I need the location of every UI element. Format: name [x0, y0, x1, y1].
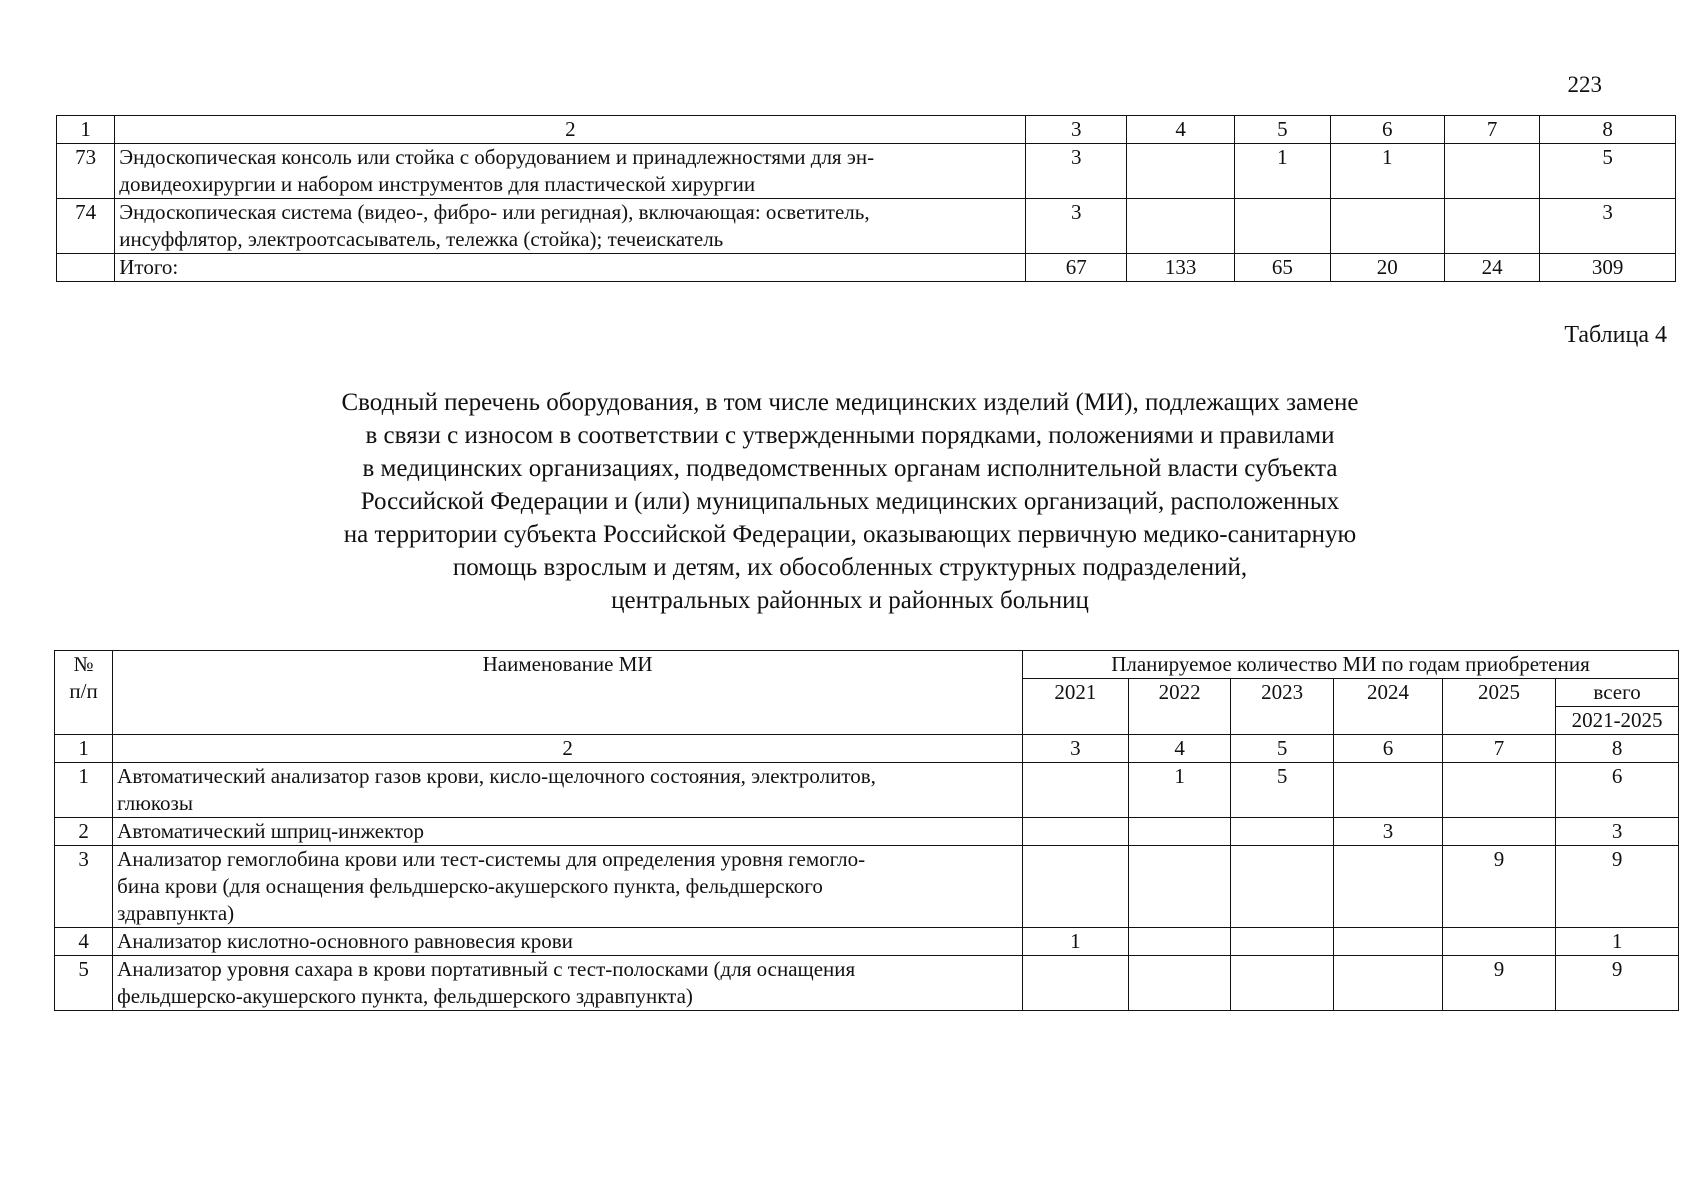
total-value-cell: 65 [1235, 254, 1330, 282]
quantity-cell [1022, 818, 1128, 846]
heading-line: Российской Федерации и (или) муниципальных медицинских организаций, расположенных [360, 488, 1340, 515]
quantity-cell: 6 [1556, 763, 1679, 818]
column-index-cell: 7 [1442, 735, 1555, 763]
total-row [57, 254, 1676, 282]
column-number-header: № п/п [55, 651, 113, 735]
column-index-cell: 1 [55, 735, 113, 763]
quantity-cell [1231, 928, 1334, 956]
column-name-header: Наименование МИ [113, 651, 1023, 735]
year-header: 2022 [1128, 679, 1231, 735]
item-name-cell: Анализатор кислотно-основного равновесия крови [113, 928, 1023, 956]
quantity-cell: 3 [1026, 199, 1127, 254]
table-heading [100, 386, 1600, 617]
heading-line: в связи с износом в соответствии с утвержденными порядками, положениями и правилами [365, 422, 1335, 449]
total-value-cell: 20 [1330, 254, 1444, 282]
item-name-cell: Автоматический анализатор газов крови, кисло-щелочного состояния, электролитов, глюкозы [113, 763, 1023, 818]
quantity-cell [1330, 199, 1444, 254]
row-number-cell: 2 [55, 818, 113, 846]
table-row [55, 928, 1679, 956]
page-number: 223 [1567, 72, 1602, 97]
column-index-cell: 8 [1540, 116, 1676, 144]
quantity-cell: 1 [1128, 763, 1231, 818]
quantity-cell [1333, 928, 1442, 956]
total-range-header: 2021-2025 [1556, 707, 1679, 735]
row-number-cell: 73 [57, 144, 115, 199]
quantity-cell: 3 [1556, 818, 1679, 846]
quantity-cell: 9 [1442, 846, 1555, 928]
table-row [57, 144, 1676, 199]
column-index-cell: 2 [115, 116, 1026, 144]
quantity-cell [1022, 956, 1128, 1011]
column-index-cell: 6 [1330, 116, 1444, 144]
item-name-cell: Анализатор уровня сахара в крови портативный с тест-полосками (для оснащения фельдшерско-акушерского пункта, фельдшерского здравпункта) [113, 956, 1023, 1011]
quantity-cell [1231, 846, 1334, 928]
item-name-cell: Эндоскопическая консоль или стойка с оборудованием и принадлежностями для эн- довидеохирургии и набором инструментов для пластической хирургии [115, 144, 1026, 199]
column-index-cell: 1 [57, 116, 115, 144]
column-group-header: Планируемое количество МИ по годам приобретения [1022, 651, 1678, 679]
table-row [55, 956, 1679, 1011]
total-value-cell: 133 [1127, 254, 1235, 282]
quantity-cell: 3 [1333, 818, 1442, 846]
quantity-cell: 1 [1022, 928, 1128, 956]
quantity-cell: 3 [1540, 199, 1676, 254]
quantity-cell [1231, 818, 1334, 846]
table-row [57, 199, 1676, 254]
quantity-cell: 3 [1026, 144, 1127, 199]
column-index-cell: 6 [1333, 735, 1442, 763]
quantity-cell [1333, 956, 1442, 1011]
column-index-cell: 2 [113, 735, 1023, 763]
heading-line: Сводный перечень оборудования, в том числе медицинских изделий (МИ), подлежащих замене [341, 389, 1359, 416]
quantity-cell: 9 [1442, 956, 1555, 1011]
quantity-cell [1442, 818, 1555, 846]
quantity-cell [1128, 818, 1231, 846]
quantity-cell [1235, 199, 1330, 254]
index-row [55, 735, 1679, 763]
total-value-cell: 24 [1444, 254, 1539, 282]
row-number-cell: 1 [55, 763, 113, 818]
column-index-cell: 3 [1022, 735, 1128, 763]
quantity-cell [1444, 144, 1539, 199]
quantity-cell [1333, 763, 1442, 818]
row-number-cell: 3 [55, 846, 113, 928]
row-number-cell: 74 [57, 199, 115, 254]
quantity-cell: 1 [1235, 144, 1330, 199]
column-index-cell: 3 [1026, 116, 1127, 144]
heading-line: помощь взрослым и детям, их обособленных структурных подразделений, [452, 554, 1248, 581]
table-row [55, 763, 1679, 818]
header-row-group [55, 651, 1679, 679]
row-number-cell: 5 [55, 956, 113, 1011]
year-header: 2023 [1231, 679, 1334, 735]
quantity-cell: 9 [1556, 956, 1679, 1011]
total-value-cell: 309 [1540, 254, 1676, 282]
heading-line: центральных районных и районных больниц [611, 587, 1089, 614]
table-header-row [57, 116, 1676, 144]
column-index-cell: 5 [1231, 735, 1334, 763]
quantity-cell [1127, 144, 1235, 199]
year-header: 2024 [1333, 679, 1442, 735]
quantity-cell: 5 [1231, 763, 1334, 818]
quantity-cell [1442, 928, 1555, 956]
quantity-cell [1128, 928, 1231, 956]
quantity-cell [1444, 199, 1539, 254]
table-row [55, 818, 1679, 846]
item-name-cell: Анализатор гемоглобина крови или тест-системы для определения уровня гемогло- бина крови (для оснащения фельдшерско-акушерского пункта, фельдшерского здравпункта) [113, 846, 1023, 928]
item-name-cell: Эндоскопическая система (видео-, фибро- или регидная), включающая: осветитель, инсуффлятор, электроотсасыватель, тележка (стойка); течеискатель [115, 199, 1026, 254]
column-index-cell: 8 [1556, 735, 1679, 763]
equipment-summary-table [54, 650, 1679, 1011]
row-number-cell: 4 [55, 928, 113, 956]
quantity-cell [1333, 846, 1442, 928]
year-header: 2025 [1442, 679, 1555, 735]
quantity-cell: 1 [1556, 928, 1679, 956]
quantity-cell: 9 [1556, 846, 1679, 928]
total-label-cell: Итого: [115, 254, 1026, 282]
total-value-cell: 67 [1026, 254, 1127, 282]
quantity-cell: 1 [1330, 144, 1444, 199]
table-row [55, 846, 1679, 928]
quantity-cell [1022, 763, 1128, 818]
table-label: Таблица 4 [1564, 322, 1667, 348]
year-header: 2021 [1022, 679, 1128, 735]
column-index-cell: 4 [1128, 735, 1231, 763]
quantity-cell [1022, 846, 1128, 928]
equipment-table-continued [56, 115, 1676, 282]
heading-line: в медицинских организациях, подведомственных органам исполнительной власти субъекта [362, 455, 1338, 482]
quantity-cell [1128, 956, 1231, 1011]
quantity-cell: 5 [1540, 144, 1676, 199]
heading-line: на территории субъекта Российской Федерации, оказывающих первичную медико-санитарную [343, 521, 1357, 548]
quantity-cell [1128, 846, 1231, 928]
column-index-cell: 7 [1444, 116, 1539, 144]
column-index-cell: 5 [1235, 116, 1330, 144]
total-header: всего [1556, 679, 1679, 707]
quantity-cell [1231, 956, 1334, 1011]
empty-cell [57, 254, 115, 282]
quantity-cell [1442, 763, 1555, 818]
quantity-cell [1127, 199, 1235, 254]
item-name-cell: Автоматический шприц-инжектор [113, 818, 1023, 846]
column-index-cell: 4 [1127, 116, 1235, 144]
